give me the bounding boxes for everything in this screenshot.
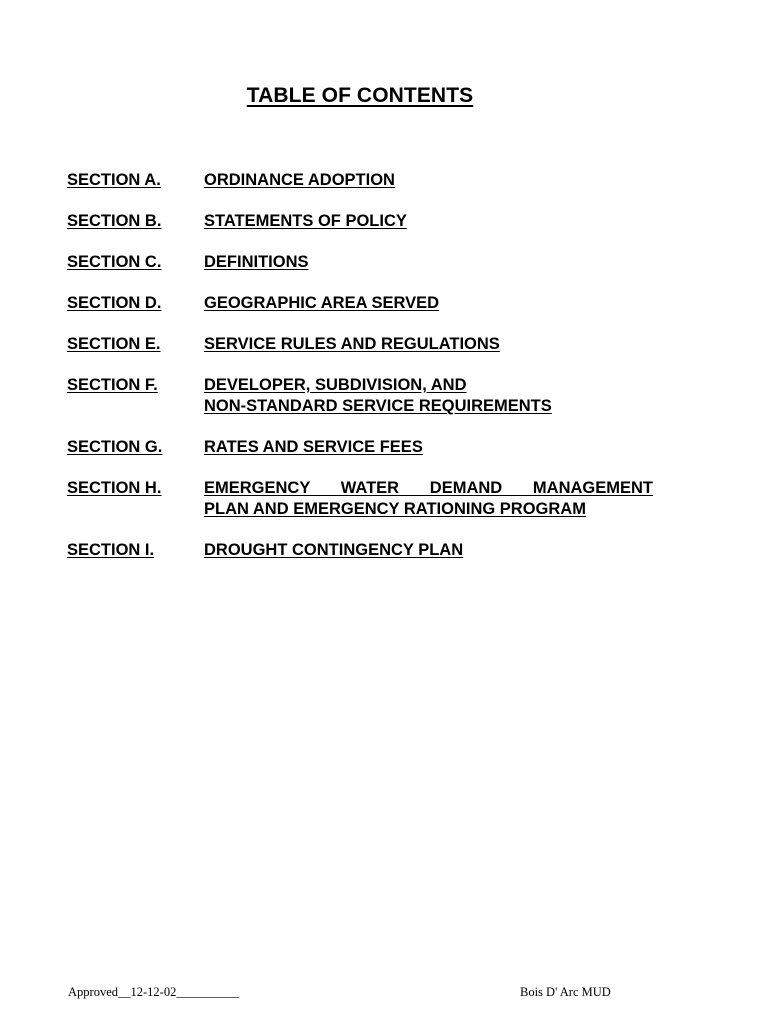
approval-footer: Approved__12-12-02__________	[68, 985, 239, 999]
section-label: SECTION H.	[67, 479, 162, 497]
toc-list	[67, 170, 667, 581]
section-label: SECTION A.	[67, 171, 161, 189]
toc-entry-c	[67, 252, 667, 273]
section-title: RATES AND SERVICE FEES	[204, 438, 423, 456]
section-title: SERVICE RULES AND REGULATIONS	[204, 335, 500, 353]
section-label: SECTION D.	[67, 294, 162, 312]
page-title: TABLE OF CONTENTS	[246, 84, 474, 107]
section-title: STATEMENTS OF POLICY	[204, 212, 407, 230]
toc-entry-f	[67, 375, 667, 417]
section-label: SECTION C.	[67, 253, 162, 271]
toc-entry-i	[67, 540, 667, 561]
organization-footer: Bois D' Arc MUD	[520, 985, 611, 999]
section-title-line-1: EMERGENCY WATER DEMAND MANAGEMENT	[204, 479, 653, 497]
section-label: SECTION E.	[67, 335, 161, 353]
toc-entry-g	[67, 437, 667, 458]
section-title: GEOGRAPHIC AREA SERVED	[204, 294, 440, 312]
toc-entry-d	[67, 293, 667, 314]
section-label: SECTION I.	[67, 541, 155, 559]
toc-entry-b	[67, 211, 667, 232]
section-title: DEFINITIONS	[204, 253, 309, 271]
toc-entry-h	[67, 478, 667, 520]
section-title-line-2: NON-STANDARD SERVICE REQUIREMENTS	[204, 397, 552, 415]
section-label: SECTION F.	[67, 376, 158, 394]
section-label: SECTION G.	[67, 438, 163, 456]
section-title-line-1: DEVELOPER, SUBDIVISION, AND	[204, 376, 467, 394]
section-title-line-2: PLAN AND EMERGENCY RATIONING PROGRAM	[204, 500, 586, 518]
section-label: SECTION B.	[67, 212, 162, 230]
toc-entry-a	[67, 170, 667, 191]
section-title: ORDINANCE ADOPTION	[204, 171, 395, 189]
section-title: DROUGHT CONTINGENCY PLAN	[204, 541, 464, 559]
toc-entry-e	[67, 334, 667, 355]
